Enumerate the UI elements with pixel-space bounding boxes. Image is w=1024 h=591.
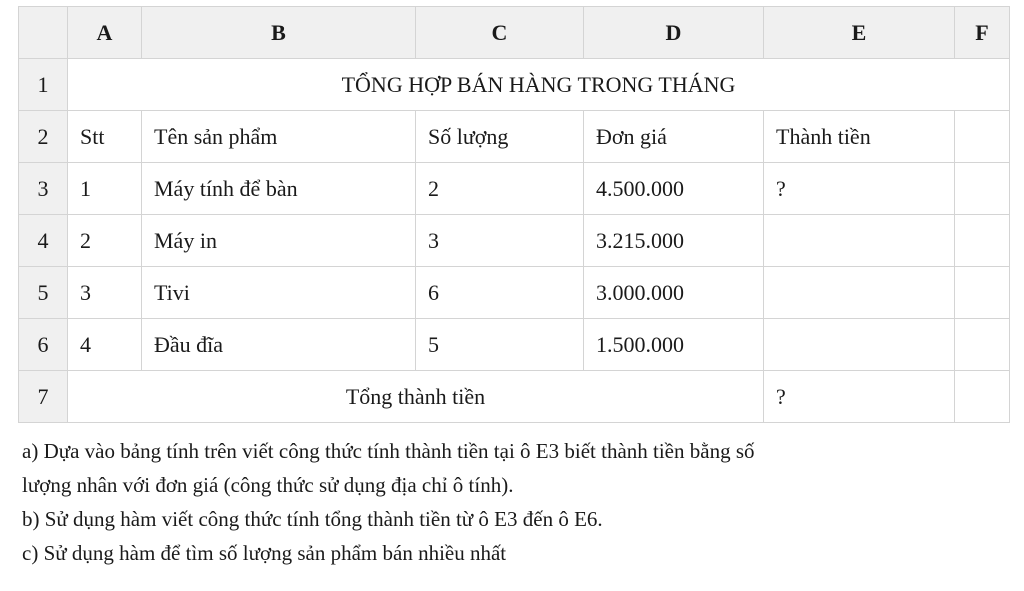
row-number: 4 [19, 215, 68, 267]
column-header-a: A [68, 7, 142, 59]
cell-unit-price: 3.000.000 [584, 267, 764, 319]
row-number: 5 [19, 267, 68, 319]
header-row [19, 111, 1010, 163]
total-label-cell: Tổng thành tiền [68, 371, 764, 423]
total-row [19, 371, 1010, 423]
cell-product: Đầu đĩa [142, 319, 416, 371]
cell-f [955, 163, 1010, 215]
title-row [19, 59, 1010, 111]
cell-unit-price: 4.500.000 [584, 163, 764, 215]
question-list [22, 434, 1012, 570]
row-number: 7 [19, 371, 68, 423]
cell-amount [764, 319, 955, 371]
column-header-row [19, 7, 1010, 59]
cell-stt: 1 [68, 163, 142, 215]
spreadsheet-table [18, 6, 1010, 423]
cell-stt: 4 [68, 319, 142, 371]
question-a-line-1: a) Dựa vào bảng tính trên viết công thức tính thành tiền tại ô E3 biết thành tiền bằng số [22, 439, 755, 463]
header-cell-f [955, 111, 1010, 163]
cell-f [955, 319, 1010, 371]
column-header-c: C [416, 7, 584, 59]
cell-amount: ? [764, 163, 955, 215]
cell-product: Tivi [142, 267, 416, 319]
row-number: 1 [19, 59, 68, 111]
table-row [19, 319, 1010, 371]
header-cell-quantity: Số lượng [416, 111, 584, 163]
total-value-cell: ? [764, 371, 955, 423]
question-b: b) Sử dụng hàm viết công thức tính tổng thành tiền từ ô E3 đến ô E6. [22, 507, 603, 531]
question-a-line-2: lượng nhân với đơn giá (công thức sử dụng địa chỉ ô tính). [22, 473, 514, 497]
cell-unit-price: 1.500.000 [584, 319, 764, 371]
cell-quantity: 2 [416, 163, 584, 215]
cell-stt: 2 [68, 215, 142, 267]
corner-cell [19, 7, 68, 59]
header-cell-unit-price: Đơn giá [584, 111, 764, 163]
cell-f [955, 267, 1010, 319]
table-row [19, 267, 1010, 319]
header-cell-stt: Stt [68, 111, 142, 163]
cell-stt: 3 [68, 267, 142, 319]
row-number: 2 [19, 111, 68, 163]
column-header-d: D [584, 7, 764, 59]
row-number: 6 [19, 319, 68, 371]
column-header-e: E [764, 7, 955, 59]
table-row [19, 163, 1010, 215]
cell-amount [764, 215, 955, 267]
cell-amount [764, 267, 955, 319]
cell-quantity: 5 [416, 319, 584, 371]
cell-quantity: 6 [416, 267, 584, 319]
column-header-b: B [142, 7, 416, 59]
column-header-f: F [955, 7, 1010, 59]
cell-product: Máy tính để bàn [142, 163, 416, 215]
question-c: c) Sử dụng hàm để tìm số lượng sản phẩm bán nhiều nhất [22, 541, 507, 565]
row-number: 3 [19, 163, 68, 215]
cell-product: Máy in [142, 215, 416, 267]
cell-unit-price: 3.215.000 [584, 215, 764, 267]
header-cell-product: Tên sản phẩm [142, 111, 416, 163]
header-cell-amount: Thành tiền [764, 111, 955, 163]
cell-quantity: 3 [416, 215, 584, 267]
cell-f [955, 215, 1010, 267]
sheet-title-cell: TỔNG HỢP BÁN HÀNG TRONG THÁNG [68, 59, 1010, 111]
cell-f [955, 371, 1010, 423]
table-row [19, 215, 1010, 267]
